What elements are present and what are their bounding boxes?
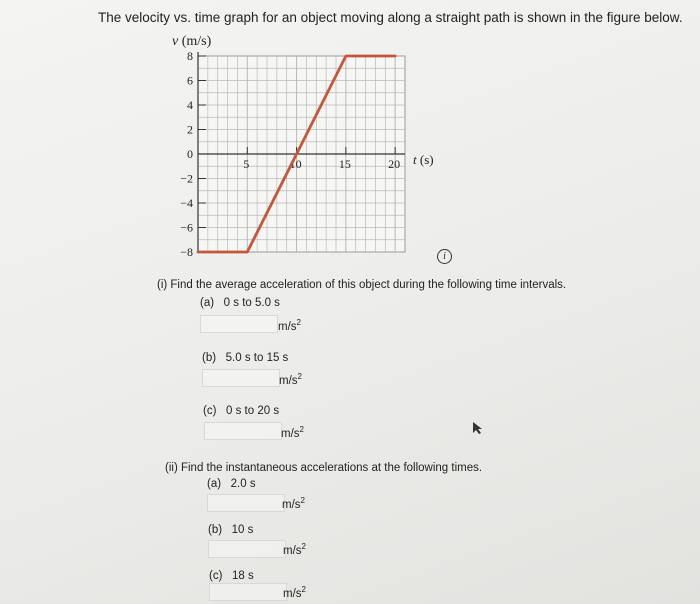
- x-axis-label: [413, 152, 434, 168]
- y-tick-label: −8: [180, 245, 193, 259]
- part1-c-label: (c) 0 s to 20 s: [203, 405, 280, 417]
- y-tick-label: −6: [180, 220, 193, 235]
- y-axis-symbol: v: [172, 34, 179, 49]
- y-tick-label: 2: [187, 122, 193, 137]
- x-tick-label: 15: [338, 157, 351, 171]
- part1-a-unit: $m/s^2$: [278, 318, 301, 333]
- y-tick-label: 8: [187, 49, 193, 63]
- part1-prompt: (i) Find the average acceleration of this object during the following time intervals.: [157, 279, 567, 291]
- problem-statement: The velocity vs. time graph for an object moving along a straight path is shown in the figure below.: [98, 10, 683, 25]
- part2-b-unit: $m/s^2$: [283, 542, 306, 557]
- part1-c-answer-field[interactable]: [204, 422, 282, 440]
- part1-b-label: (b) 5.0 s to 15 s: [202, 352, 289, 364]
- part2-a-answer-field[interactable]: [207, 494, 285, 512]
- x-tick-label: 20: [388, 157, 401, 171]
- x-axis-symbol: t: [413, 152, 417, 167]
- part1-a-answer-field[interactable]: [200, 315, 278, 333]
- x-tick-label: 5: [243, 157, 250, 171]
- y-tick-label: −2: [180, 171, 193, 186]
- y-tick-label: 0: [187, 147, 193, 161]
- part2-c-answer-field[interactable]: [209, 583, 287, 601]
- part1-b-answer-field[interactable]: [202, 369, 280, 387]
- x-tick-label: 10: [289, 157, 302, 171]
- x-axis-unit: (s): [419, 152, 434, 167]
- mouse-pointer-icon: [471, 421, 483, 435]
- part1-c-unit: $m/s^2$: [281, 425, 304, 440]
- part2-b-label: (b) 10 s: [208, 524, 254, 536]
- info-icon[interactable]: i: [437, 249, 452, 264]
- part1-a-label: (a) 0 s to 5.0 s: [200, 297, 280, 309]
- y-tick-label: −4: [180, 196, 193, 210]
- part2-b-answer-field[interactable]: [208, 540, 286, 558]
- part2-a-label: (a) 2.0 s: [207, 478, 256, 490]
- y-tick-label: 4: [187, 98, 193, 112]
- part2-c-label: (c) 18 s: [209, 570, 254, 582]
- part2-a-unit: $m/s^2$: [282, 496, 305, 511]
- part1-b-unit: $m/s^2$: [279, 372, 302, 387]
- y-axis-unit: (m/s): [181, 34, 212, 49]
- part2-prompt: (ii) Find the instantaneous accelerations at the following times.: [165, 462, 483, 474]
- velocity-time-graph: [0, 0, 700, 300]
- y-tick-label: 6: [187, 73, 193, 88]
- part2-c-unit: $m/s^2$: [283, 585, 306, 600]
